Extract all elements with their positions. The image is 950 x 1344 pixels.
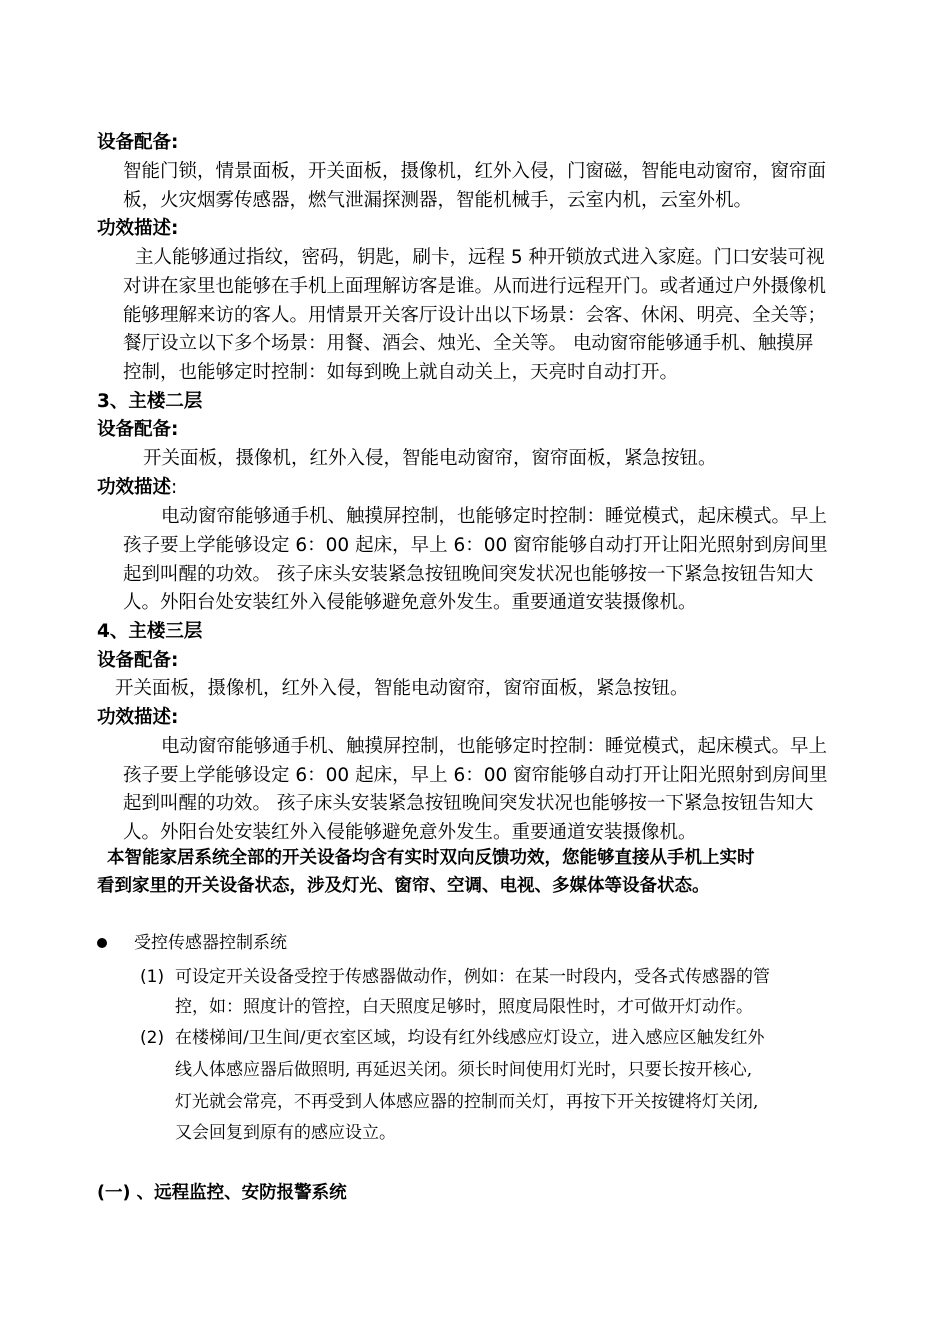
func-heading-row (97, 476, 177, 500)
func-line: 电动窗帘能够通手机、触摸屏控制，也能够定时控制：睡觉模式，起床模式。早上 (161, 736, 828, 757)
func-line: 孩子要上学能够设定 6：00 起床，早上 6：00 窗帘能够自动打开让阳光照射到房间里 (123, 765, 828, 786)
func-line: 主人能够通过指纹，密码，钥匙，刷卡，远程 5 种开锁放式进入家庭。门口安装可视 (135, 247, 825, 268)
section-title: 4、主楼三层 (97, 621, 203, 642)
func-heading-colon: : (171, 477, 178, 498)
summary-line: 看到家里的开关设备状态，涉及灯光、窗帘、空调、电视、多媒体等设备状态。 (97, 876, 710, 896)
item-line: 灯光就会常亮，不再受到人体感应器的控制而关灯，再按下开关按键将灯关闭, (175, 1092, 759, 1112)
func-heading: 功效描述: (97, 707, 179, 728)
equip-heading: 设备配备: (97, 419, 179, 440)
equip-heading: 设备配备: (97, 650, 179, 671)
func-line: 控制，也能够定时控制：如每到晚上就自动关上，天亮时自动打开。 (123, 362, 679, 383)
summary-line: 本智能家居系统全部的开关设备均含有实时双向反馈功效，您能够直接从手机上实时 (107, 848, 755, 868)
item-line: 可设定开关设备受控于传感器做动作，例如：在某一时段内，受各式传感器的管 (175, 967, 770, 987)
func-line: 人。外阳台处安装红外入侵能够避免意外发生。重要通道安装摄像机。 (123, 822, 697, 843)
equip-line: 开关面板，摄像机，红外入侵，智能电动窗帘，窗帘面板，紧急按钮。 (115, 678, 689, 699)
bullet-title: 受控传感器控制系统 (134, 933, 287, 953)
item-number: (1) (140, 967, 165, 987)
equip-line: 板，火灾烟雾传感器，燃气泄漏探测器，智能机械手，云室内机，云室外机。 (123, 190, 753, 211)
section-title: 3、主楼二层 (97, 391, 203, 412)
equip-heading: 设备配备: (97, 132, 179, 153)
item-line: 控，如：照度计的管控，白天照度足够时，照度局限性时，才可做开灯动作。 (175, 997, 753, 1017)
section-heading: (一) 、远程监控、安防报警系统 (97, 1183, 347, 1203)
item-line: 线人体感应器后做照明, 再延迟关闭。须长时间使用灯光时，只要长按开核心, (175, 1060, 753, 1080)
equip-line: 智能门锁，情景面板，开关面板，摄像机，红外入侵，门窗磁，智能电动窗帘，窗帘面 (123, 161, 827, 182)
item-line: 又会回复到原有的感应设立。 (175, 1123, 396, 1143)
bullet-icon (97, 938, 107, 948)
func-line: 餐厅设立以下多个场景：用餐、酒会、烛光、全关等。 电动窗帘能够通手机、触摸屏 (123, 333, 814, 354)
item-line: 在楼梯间/卫生间/更衣室区域，均设有红外线感应灯设立，进入感应区触发红外 (175, 1028, 765, 1048)
func-line: 起到叫醒的功效。 孩子床头安装紧急按钮晚间突发状况也能够按一下紧急按钮告知大 (123, 564, 814, 585)
func-heading: 功效描述 (97, 477, 172, 498)
func-line: 起到叫醒的功效。 孩子床头安装紧急按钮晚间突发状况也能够按一下紧急按钮告知大 (123, 793, 814, 814)
func-line: 能够理解来访的客人。用情景开关客厅设计出以下场景：会客、休闲、明亮、全关等； (123, 305, 827, 326)
equip-line: 开关面板，摄像机，红外入侵，智能电动窗帘，窗帘面板，紧急按钮。 (143, 448, 717, 469)
func-line: 孩子要上学能够设定 6：00 起床，早上 6：00 窗帘能够自动打开让阳光照射到房间里 (123, 535, 828, 556)
func-line: 人。外阳台处安装红外入侵能够避免意外发生。重要通道安装摄像机。 (123, 592, 697, 613)
func-heading: 功效描述: (97, 218, 179, 239)
func-line: 对讲在家里也能够在手机上面理解访客是谁。从而进行远程开门。或者通过户外摄像机 (123, 276, 827, 297)
item-number: (2) (140, 1028, 165, 1048)
func-line: 电动窗帘能够通手机、触摸屏控制，也能够定时控制：睡觉模式，起床模式。早上 (161, 506, 828, 527)
